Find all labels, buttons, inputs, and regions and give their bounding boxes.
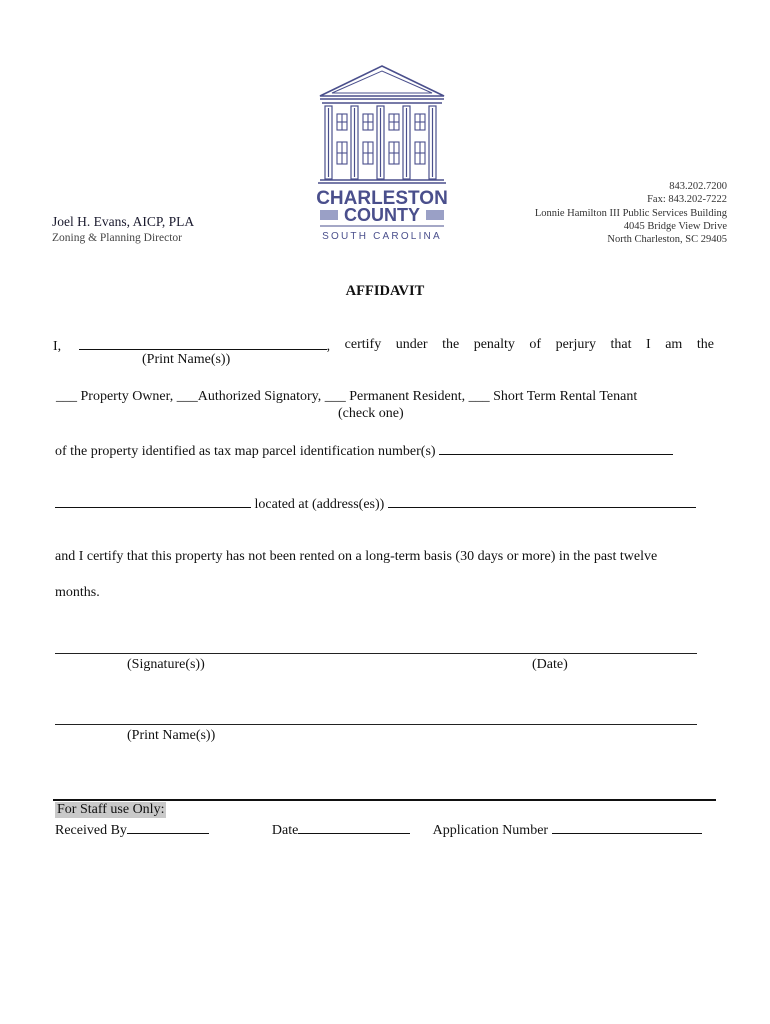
tenant-label: Short Term Rental Tenant	[493, 389, 638, 404]
owner-checkbox-blank[interactable]: ___	[56, 389, 77, 404]
application-number-blank[interactable]	[552, 821, 702, 834]
intro-word: I	[646, 337, 651, 352]
address-blank[interactable]	[388, 495, 696, 508]
print-names-caption: (Print Name(s))	[142, 352, 231, 367]
intro-word: certify	[344, 337, 382, 352]
certify-line-end: months.	[55, 585, 100, 600]
fax-number: Fax: 843.202-7222	[647, 194, 727, 206]
intro-prefix: I, ,	[53, 339, 331, 354]
received-by-label: Received By	[55, 823, 127, 838]
resident-checkbox-blank[interactable]: ___	[324, 389, 346, 404]
logo-charleston: CHARLESTON	[316, 188, 448, 209]
received-by-blank[interactable]	[127, 821, 209, 834]
intro-word: of	[529, 337, 542, 352]
resident-label: Permanent Resident,	[349, 389, 466, 404]
staff-fields	[55, 821, 702, 839]
charleston-county-logo	[316, 62, 448, 244]
intro-word: perjury	[555, 337, 597, 352]
signature-caption: (Signature(s))	[127, 657, 205, 672]
parcel-continuation-blank[interactable]	[55, 495, 251, 508]
phone-number: 843.202.7200	[669, 181, 727, 192]
director-name: Joel H. Evans, AICP, PLA	[52, 214, 195, 229]
intro-word: am	[665, 337, 683, 352]
intro-word: penalty	[473, 337, 515, 352]
located-label: located at (address(es))	[254, 497, 385, 512]
building-name: Lonnie Hamilton III Public Services Building	[534, 207, 727, 219]
date-caption: (Date)	[532, 657, 568, 672]
print-name-line[interactable]	[55, 724, 697, 725]
staff-date-blank[interactable]	[298, 821, 410, 834]
parcel-line	[55, 442, 673, 460]
intro-word: that	[610, 337, 632, 352]
staff-heading: For Staff use Only:	[57, 802, 165, 817]
staff-divider	[53, 799, 716, 801]
intro-word: the	[696, 337, 714, 352]
owner-label: Property Owner,	[80, 389, 174, 404]
certify-line: and I certify that this property has not been rented on a long-term basis (30 days or more) in the past twelve	[55, 549, 658, 564]
tenant-checkbox-blank[interactable]: ___	[468, 389, 490, 404]
logo-county: COUNTY	[344, 205, 420, 225]
form-title: AFFIDAVIT	[345, 283, 425, 299]
intro-word: under	[395, 337, 428, 352]
location-line	[55, 495, 696, 513]
parcel-number-blank[interactable]	[439, 442, 673, 455]
contact-block	[535, 180, 727, 246]
print-name-caption: (Print Name(s))	[127, 728, 216, 743]
signature-line[interactable]	[55, 653, 697, 654]
print-name-blank[interactable]	[79, 337, 327, 350]
application-number-label: Application Number	[432, 823, 549, 838]
staff-date-label: Date	[271, 823, 299, 838]
check-one-caption: (check one)	[338, 406, 404, 421]
parcel-label: of the property identified as tax map parcel identification number(s)	[55, 444, 436, 459]
signatory-checkbox-blank[interactable]: ___	[176, 389, 198, 404]
roles-line	[56, 389, 637, 405]
director-title: Zoning & Planning Director	[52, 232, 182, 244]
signatory-label: Authorized Signatory,	[197, 389, 322, 404]
street-address: 4045 Bridge View Drive	[623, 220, 727, 232]
city-address: North Charleston, SC 29405	[607, 234, 727, 246]
logo-south-carolina: SOUTH CAROLINA	[322, 231, 442, 242]
intro-word: the	[442, 337, 460, 352]
